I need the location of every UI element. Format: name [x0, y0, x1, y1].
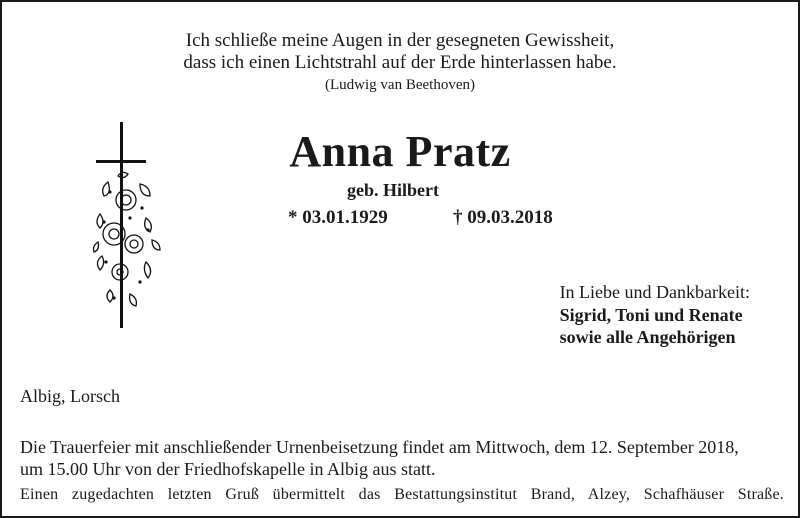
mourners-intro: In Liebe und Dankbarkeit:: [559, 282, 750, 302]
mourners-block: [560, 280, 750, 348]
quote-line-2: dass ich einen Lichtstrahl auf der Erde hinterlassen habe.: [183, 52, 617, 73]
ceremony-line-1: Die Trauerfeier mit anschließender Urnenbeisetzung findet am Mittwoch, dem 12. September 2018,: [20, 437, 739, 457]
ceremony-info: [20, 436, 784, 480]
birth-name: geb. Hilbert: [347, 180, 439, 200]
place-names: Albig, Lorsch: [20, 386, 120, 406]
death-date: † 09.03.2018: [453, 207, 553, 228]
quote-line-1: Ich schließe meine Augen in der gesegneten Gewissheit,: [185, 30, 615, 51]
funeral-home-note: Einen zugedachten letzten Gruß übermittelt das Bestattungsinstitut Brand, Alzey, Schafhäuser Straße.: [20, 486, 784, 503]
quote-block: [2, 30, 798, 96]
birth-date: * 03.01.1929: [288, 207, 388, 228]
deceased-name: Anna Pratz: [289, 127, 511, 176]
mourners-names-line-2: sowie alle Angehörigen: [559, 327, 736, 347]
quote-author: (Ludwig van Beethoven): [325, 77, 475, 93]
mourners-names-line-1: Sigrid, Toni und Renate: [559, 305, 743, 325]
ceremony-line-2: um 15.00 Uhr von der Friedhofskapelle in Albig aus statt.: [20, 459, 436, 479]
